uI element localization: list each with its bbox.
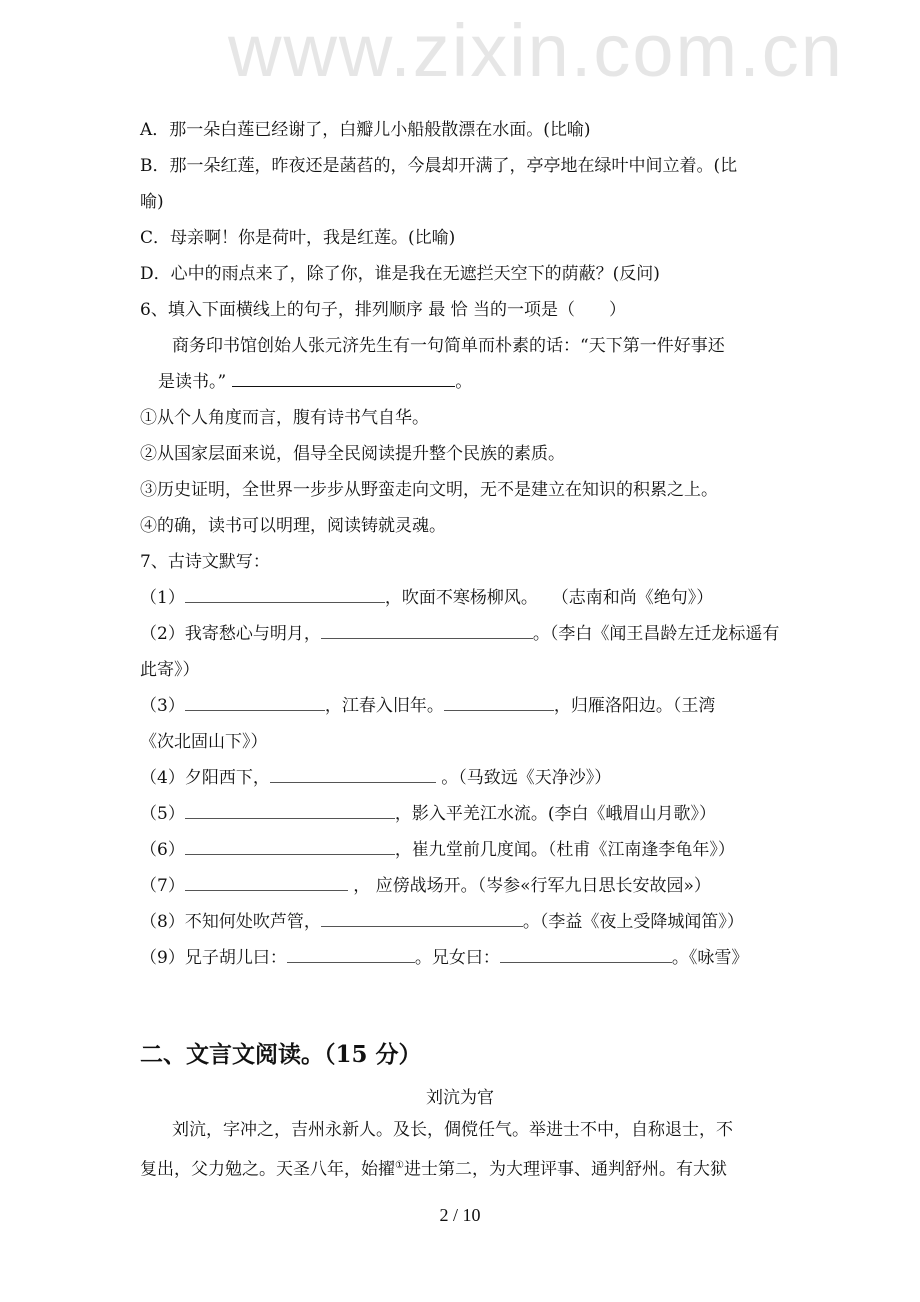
q6-passage: 商务印书馆创始人张元济先生有一句简单而朴素的话：“天下第一件好事还 [172, 336, 725, 356]
text: ，吹面不寒杨柳风。 （志南和尚《绝句》） [384, 588, 714, 608]
text: （5） [140, 804, 185, 824]
blank[interactable] [185, 588, 385, 603]
text: 。（李益《夜上受降城闻笛》） [522, 912, 744, 932]
text: ，影入平羌江水流。(李白《峨眉山月歌》） [394, 804, 716, 824]
watermark: www.zixin.com.cn [228, 9, 844, 92]
q7-line-8 [140, 911, 744, 933]
text: （8）不知何处吹芦管， [140, 912, 321, 932]
q7-line-6 [140, 839, 735, 861]
text: （1） [140, 588, 185, 608]
q7-line-4 [140, 767, 611, 789]
q6-passage-cont [158, 371, 472, 393]
q6-item-1: ①从个人角度而言，腹有诗书气自华。 [140, 408, 429, 428]
option-b: B．那一朵红莲，昨夜还是菡萏的，今晨却开满了，亭亭地在绿叶中间立着。(比 [140, 156, 738, 176]
text: （9）兄子胡儿曰： [140, 948, 287, 968]
q6-item-4: ④的确，读书可以明理，阅读铸就灵魂。 [140, 516, 446, 536]
text: 。（马致远《天净沙》） [435, 768, 612, 788]
text: 复出，父力勉之。天圣八年，始擢 [140, 1159, 395, 1180]
text: （4）夕阳西下， [140, 768, 270, 788]
blank[interactable] [185, 696, 325, 711]
q7-line-5 [140, 803, 716, 825]
text: （6） [140, 840, 185, 860]
q7-line-7 [140, 875, 711, 897]
q7-line-3-cont: 《次北固山下》） [140, 732, 268, 752]
q7-line-2 [140, 623, 779, 645]
text: 。兄女曰： [414, 948, 500, 968]
text: （7） [140, 876, 185, 896]
text: 。《咏雪》 [671, 948, 749, 968]
blank[interactable] [185, 804, 395, 819]
passage-paragraph: 刘沆，字冲之，吉州永新人。及长，倜傥任气。举进士不中，自称退士，不 [172, 1120, 733, 1140]
option-c: C．母亲啊！你是荷叶，我是红莲。(比喻) [140, 228, 456, 248]
q6-item-3: ③历史证明，全世界一步步从野蛮走向文明，无不是建立在知识的积累之上。 [140, 480, 718, 500]
blank[interactable] [500, 948, 672, 963]
text: ，江春入旧年。 [324, 696, 444, 716]
question-6-stem: 6、填入下面横线上的句子，排列顺序 最 恰 当的一项是（ ） [140, 300, 627, 320]
q7-line-9 [140, 947, 748, 969]
q7-line-1 [140, 587, 713, 609]
section-heading: 二、文言文阅读。（15 分） [140, 1041, 422, 1068]
q7-line-3 [140, 695, 715, 717]
text: （2）我寄愁心与明月， [140, 624, 321, 644]
footnote-marker: ① [395, 1160, 404, 1171]
option-d: D．心中的雨点来了，除了你，谁是我在无遮拦天空下的荫蔽？(反问) [140, 264, 660, 284]
blank[interactable] [185, 876, 348, 891]
option-b-cont: 喻) [140, 192, 164, 212]
blank[interactable] [321, 912, 523, 927]
text: ，归雁洛阳边。（王湾 [553, 696, 716, 716]
q7-line-2-cont: 此寄》） [140, 660, 200, 680]
text: 。（李白《闻王昌龄左迁龙标遥有 [532, 624, 780, 644]
blank[interactable] [444, 696, 554, 711]
text: 进士第二，为大理评事、通判舒州。有大狱 [403, 1159, 727, 1180]
text: ，崔九堂前几度闻。（杜甫《江南逢李龟年》） [394, 840, 735, 860]
page-number: 2 / 10 [439, 1205, 481, 1225]
option-a: A．那一朵白莲已经谢了，白瓣儿小船般散漂在水面。(比喻) [140, 120, 591, 140]
blank[interactable] [321, 624, 533, 639]
text: （3） [140, 696, 185, 716]
passage-paragraph-cont [140, 1155, 727, 1181]
passage-title: 刘沆为官 [426, 1088, 494, 1108]
text: ， 应傍战场开。（岑参«行军九日思长安故园»） [347, 876, 711, 896]
q6-period: 。 [455, 372, 473, 392]
q6-passage-text: 是读书。” [158, 372, 227, 392]
q6-item-2: ②从国家层面来说，倡导全民阅读提升整个民族的素质。 [140, 444, 565, 464]
question-7-stem: 7、古诗文默写： [140, 552, 270, 572]
q6-answer-blank[interactable] [232, 372, 455, 387]
blank[interactable] [185, 840, 395, 855]
blank[interactable] [270, 768, 436, 783]
blank[interactable] [287, 948, 415, 963]
